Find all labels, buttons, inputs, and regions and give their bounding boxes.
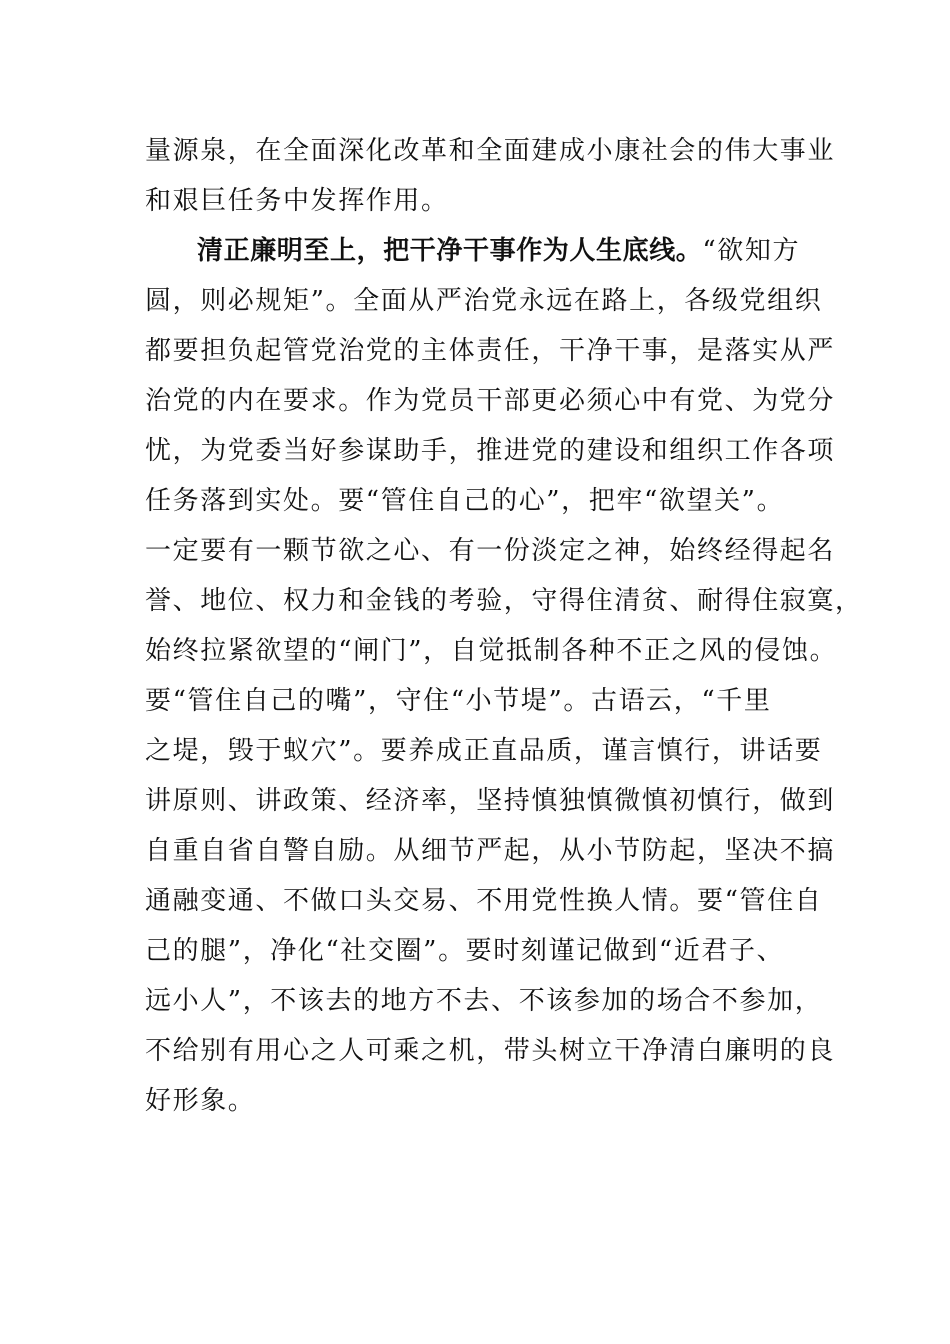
text-line: 自重自省自警自励。从细节严起，从小节防起，坚决不搞 <box>145 836 836 866</box>
text-line: 都要担负起管党治党的主体责任，干净干事，是落实从严 <box>145 336 836 366</box>
section-heading: 清正廉明至上，把干净干事作为人生底线。 <box>197 236 703 266</box>
text-line: 量源泉，在全面深化改革和全面建成小康社会的伟大事业 <box>145 136 836 166</box>
text-line: 治党的内在要求。作为党员干部更必须心中有党、为党分 <box>145 386 836 416</box>
text-line: 不给别有用心之人可乘之机，带头树立干净清白廉明的良 <box>145 1036 836 1066</box>
text-line: 好形象。 <box>145 1086 256 1116</box>
text-line: 圆，则必规矩”。全面从严治党永远在路上，各级党组织 <box>145 286 823 316</box>
paragraph-1 <box>145 126 836 226</box>
text-line: 讲原则、讲政策、经济率，坚持慎独慎微慎初慎行，做到 <box>145 786 836 816</box>
text-line: 始终拉紧欲望的“闸门”，自觉抵制各种不正之风的侵蚀。 <box>145 636 838 666</box>
text-line: 誉、地位、权力和金钱的考验，守得住清贫、耐得住寂寞， <box>145 586 863 616</box>
text-line: 和艰巨任务中发挥作用。 <box>145 186 449 216</box>
text-line: 通融变通、不做口头交易、不用党性换人情。要“管住自 <box>145 886 823 916</box>
text-run: “欲知方 <box>702 236 801 266</box>
text-line: 远小人”，不该去的地方不去、不该参加的场合不参加， <box>145 986 823 1016</box>
text-line: 要“管住自己的嘴”，守住“小节堤”。古语云，“千里 <box>145 686 772 716</box>
paragraph-2 <box>145 226 863 1126</box>
document-page <box>145 126 863 1126</box>
text-line: 一定要有一颗节欲之心、有一份淡定之神，始终经得起名 <box>145 536 836 566</box>
paragraph-first-line <box>145 226 801 276</box>
text-line: 忧，为党委当好参谋助手，推进党的建设和组织工作各项 <box>145 436 836 466</box>
text-line: 己的腿”，净化“社交圈”。要时刻谨记做到“近君子、 <box>145 936 785 966</box>
text-line: 之堤，毁于蚁穴”。要养成正直品质，谨言慎行，讲话要 <box>145 736 823 766</box>
text-line: 任务落到实处。要“管住自己的心”，把牢“欲望关”。 <box>145 486 785 516</box>
